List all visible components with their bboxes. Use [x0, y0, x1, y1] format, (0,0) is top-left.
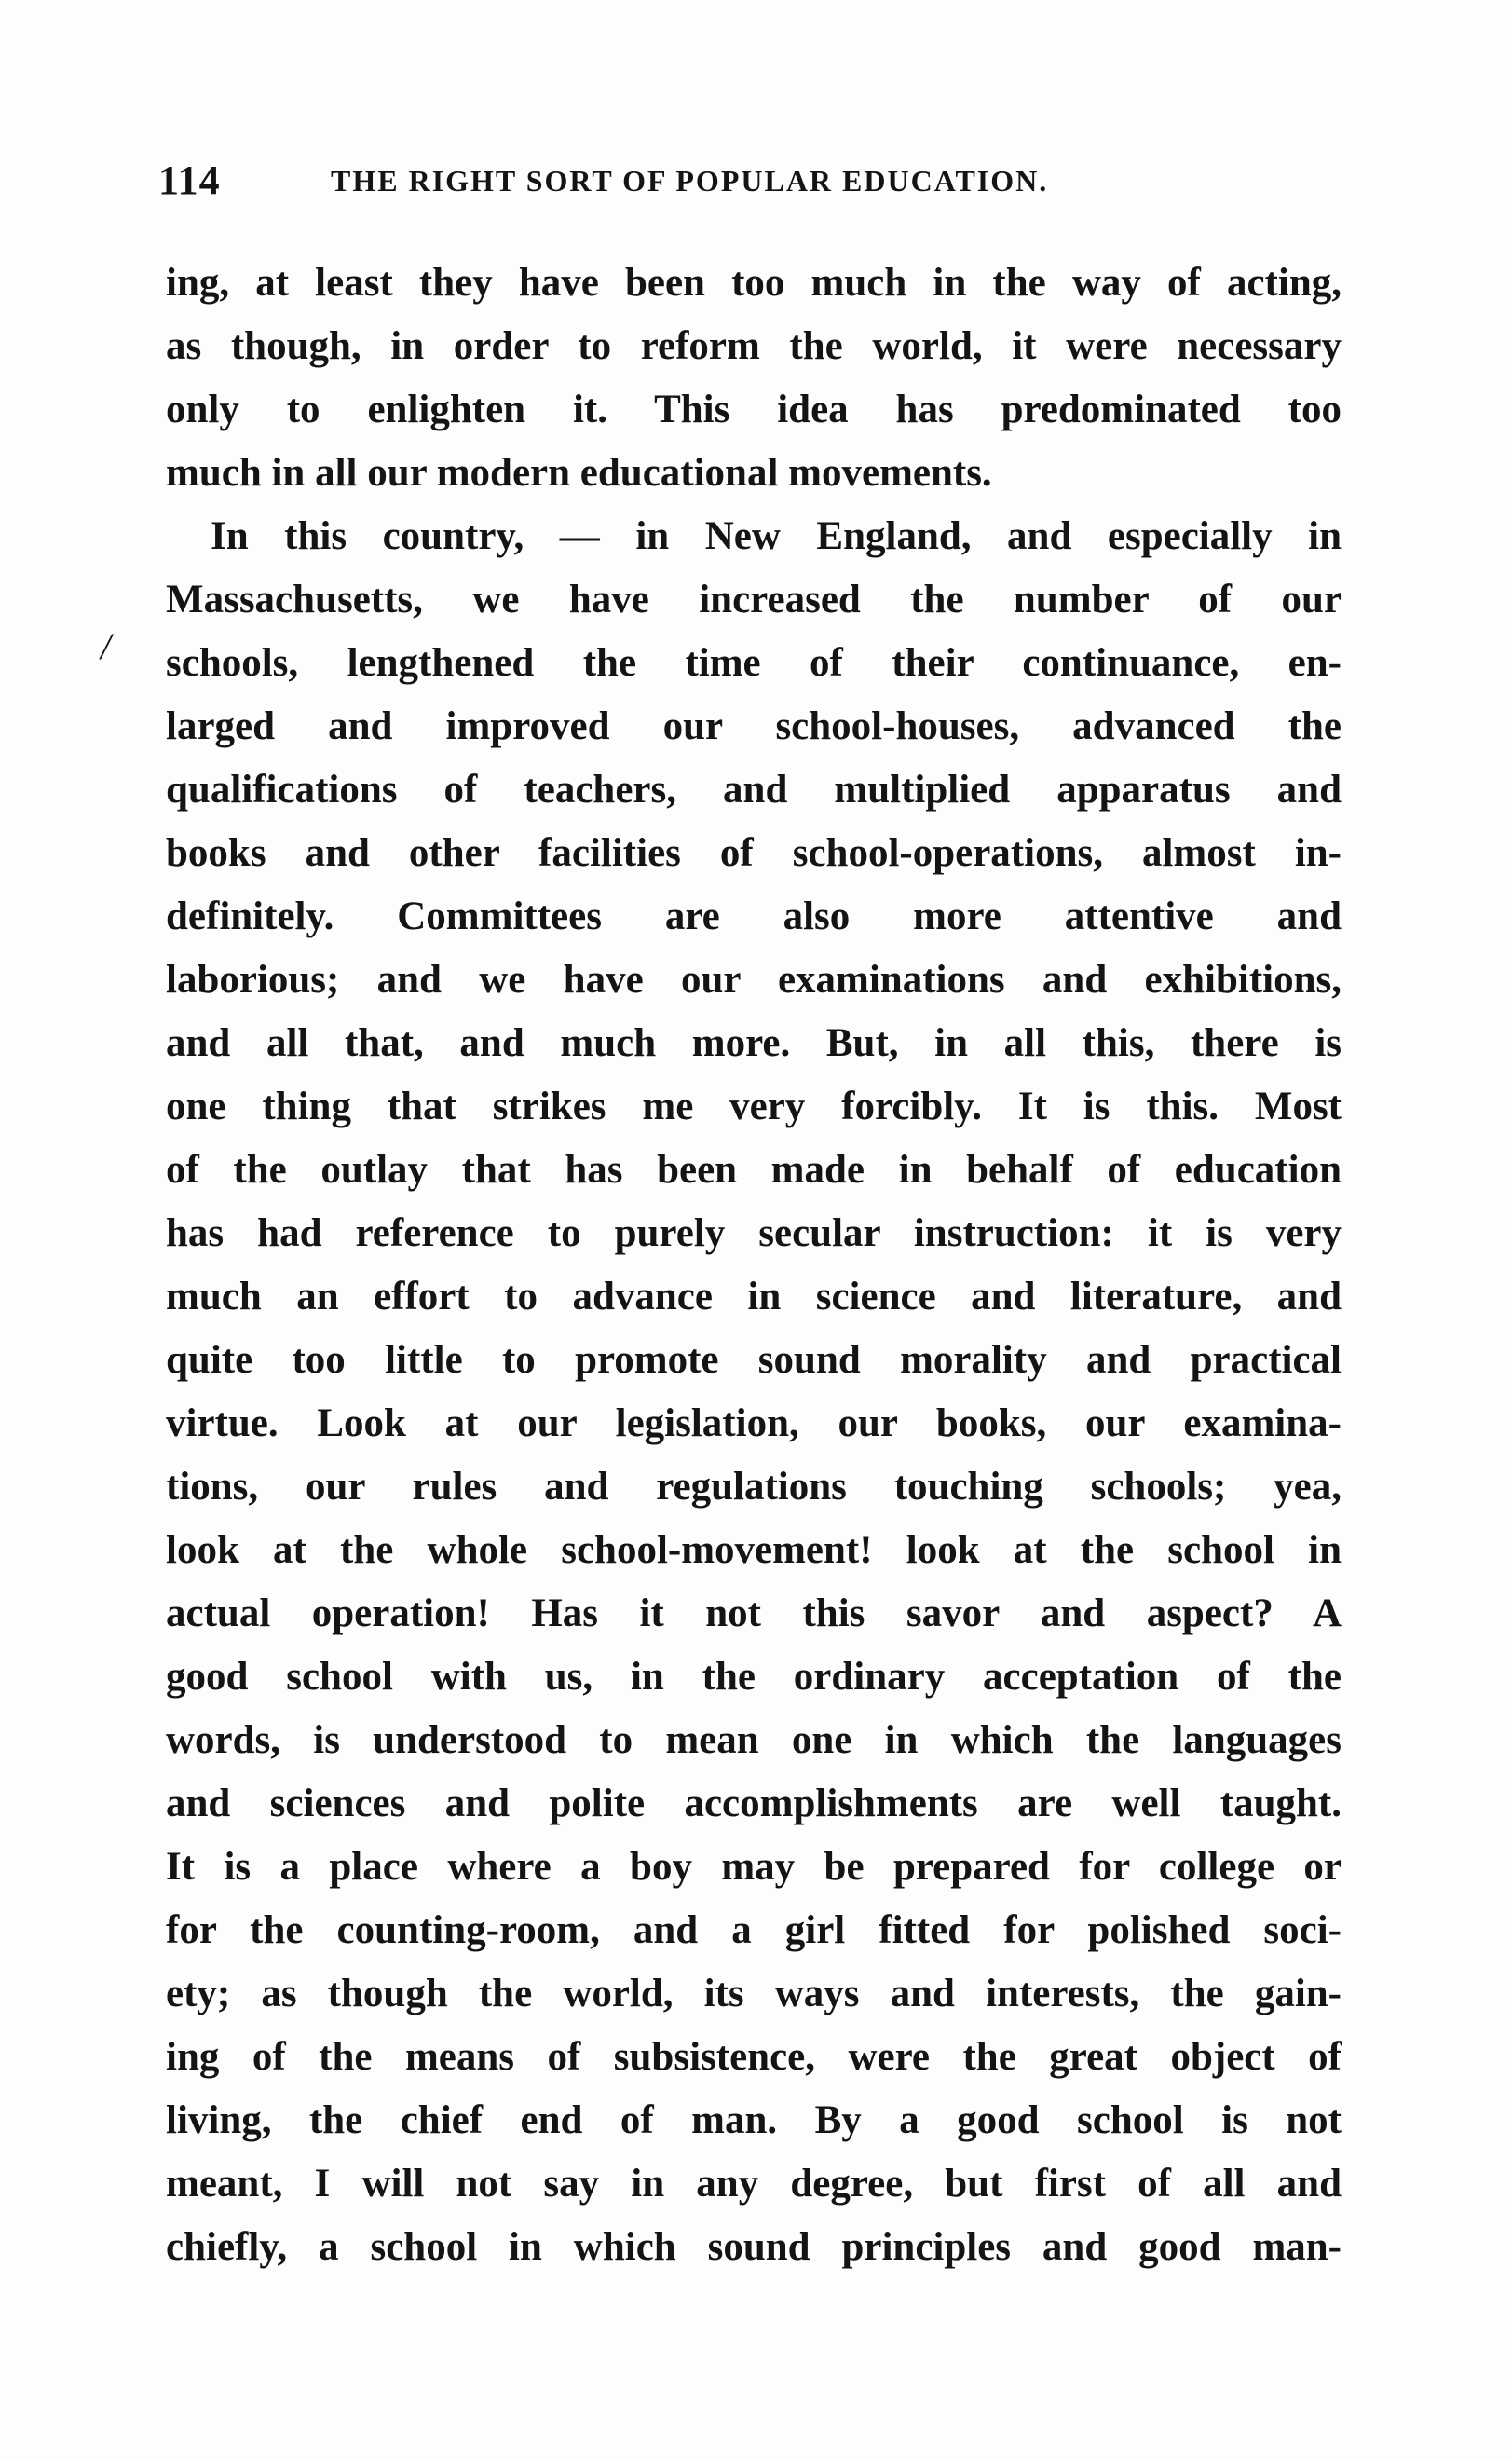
- text-line: and sciences and polite accomplishments are well taught.: [166, 1782, 1342, 1825]
- text-line: virtue. Look at our legislation, our books, our examina-: [166, 1401, 1342, 1445]
- text-line: words, is understood to mean one in which the languages: [166, 1718, 1342, 1762]
- text-line: good school with us, in the ordinary acceptation of the: [166, 1655, 1342, 1699]
- text-line: has had reference to purely secular instruction: it is very: [166, 1211, 1342, 1255]
- text-line: schools, lengthened the time of their continuance, en-: [166, 641, 1342, 685]
- text-line: much an effort to advance in science and literature, and: [166, 1275, 1342, 1318]
- page-number: 114: [158, 157, 221, 203]
- text-line: actual operation! Has it not this savor and aspect? A: [166, 1592, 1342, 1635]
- text-line: ing, at least they have been too much in the way of acting,: [166, 261, 1342, 305]
- text-line: tions, our rules and regulations touching schools; yea,: [166, 1465, 1342, 1509]
- text-line: qualifications of teachers, and multiplied apparatus and: [166, 768, 1342, 812]
- text-line: much in all our modern educational movements.: [166, 451, 992, 495]
- text-line: larged and improved our school-houses, advanced the: [166, 704, 1342, 748]
- text-line: ing of the means of subsistence, were the great object of: [166, 2035, 1342, 2079]
- text-line: meant, I will not say in any degree, but first of all and: [166, 2162, 1342, 2206]
- text-line: for the counting-room, and a girl fitted for polished soci-: [166, 1908, 1342, 1952]
- running-title: THE RIGHT SORT OF POPULAR EDUCATION.: [331, 164, 1049, 198]
- running-head: [158, 157, 1360, 212]
- text-line: It is a place where a boy may be prepared for college or: [166, 1845, 1342, 1889]
- text-line: ety; as though the world, its ways and interests, the gain-: [166, 1972, 1342, 2015]
- text-line: as though, in order to reform the world, it were necessary: [166, 324, 1342, 368]
- text-line: one thing that strikes me very forcibly. It is this. Most: [166, 1085, 1342, 1128]
- text-line: Massachusetts, we have increased the number of our: [166, 578, 1342, 622]
- text-line: and all that, and much more. But, in all this, there is: [166, 1021, 1342, 1065]
- text-line: chiefly, a school in which sound principles and good man-: [166, 2225, 1342, 2269]
- text-line: In this country, — in New England, and especially in: [211, 514, 1342, 558]
- text-line: only to enlighten it. This idea has predominated too: [166, 388, 1342, 431]
- text-line: living, the chief end of man. By a good school is not: [166, 2098, 1342, 2142]
- text-line: laborious; and we have our examinations and exhibitions,: [166, 958, 1342, 1002]
- text-line: of the outlay that has been made in behalf of education: [166, 1148, 1342, 1192]
- text-line: books and other facilities of school-operations, almost in-: [166, 831, 1342, 875]
- text-line: look at the whole school-movement! look at the school in: [166, 1528, 1342, 1572]
- text-line: quite too little to promote sound morality and practical: [166, 1338, 1342, 1382]
- text-line: definitely. Committees are also more attentive and: [166, 895, 1342, 938]
- margin-pencil-mark: /: [101, 625, 112, 667]
- body-text: [166, 252, 1342, 2279]
